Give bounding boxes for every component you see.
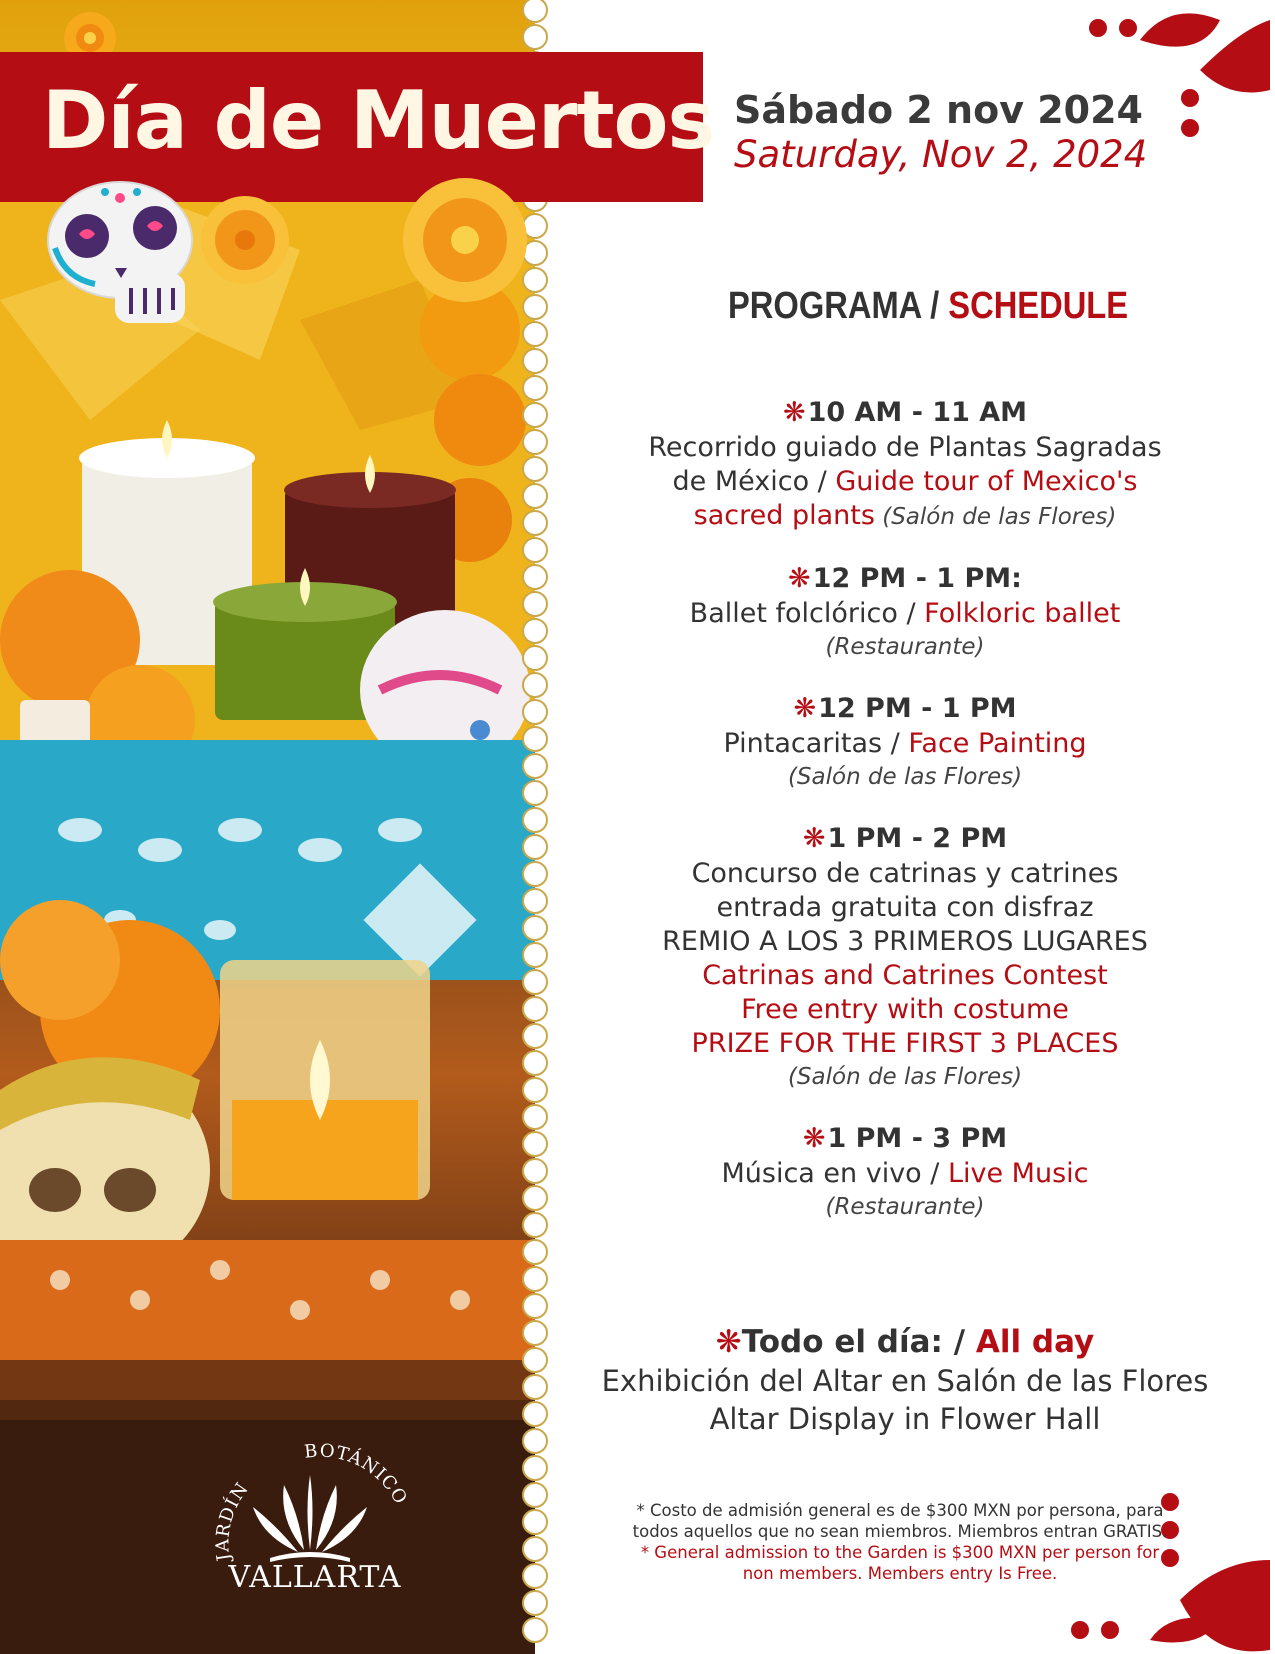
- event-location: (Restaurante): [825, 1194, 985, 1220]
- event-line-en: Face Painting: [908, 728, 1087, 759]
- garden-logo: [200, 1430, 420, 1570]
- all-day-section: [560, 1322, 1250, 1438]
- schedule-heading-es: PROGRAMA: [728, 285, 922, 327]
- logo-name: VALLARTA: [228, 1560, 402, 1595]
- flower-icon: ❋: [802, 1123, 826, 1154]
- event-line-en: PRIZE FOR THE FIRST 3 PLACES: [691, 1028, 1119, 1059]
- event-location: (Salón de las Flores): [874, 504, 1117, 530]
- agave-icon: [253, 1475, 367, 1562]
- schedule-heading-separator: /: [921, 285, 949, 327]
- marigold-icon: [395, 175, 535, 305]
- event-line-en: sacred plants: [693, 500, 875, 531]
- event-item: [560, 395, 1250, 533]
- event-line-es: Recorrido guiado de Plantas Sagradas: [648, 432, 1162, 463]
- event-list: [560, 395, 1250, 1251]
- flower-icon: ❋: [802, 823, 826, 854]
- date-spanish: Sábado 2 nov 2024: [734, 88, 1143, 132]
- event-time: 1 PM - 2 PM: [827, 823, 1008, 854]
- all-day-line-es: Exhibición del Altar en Salón de las Flores: [601, 1364, 1209, 1398]
- event-item: [560, 561, 1250, 663]
- sugar-skull-icon: [45, 178, 205, 328]
- event-item: [560, 1121, 1250, 1223]
- all-day-en: All day: [975, 1324, 1095, 1360]
- schedule-heading-en: SCHEDULE: [948, 285, 1129, 327]
- event-time: 12 PM - 1 PM: [818, 693, 1017, 724]
- event-location: (Salón de las Flores): [787, 764, 1023, 790]
- event-line-en: Folkloric ballet: [924, 598, 1121, 629]
- schedule-heading: [728, 285, 1129, 328]
- flower-icon: ❋: [788, 563, 811, 594]
- note-es-line: * Costo de admisión general es de $300 MXN por persona, para: [636, 1501, 1164, 1520]
- event-line-en: Catrinas and Catrines Contest: [702, 960, 1108, 991]
- flower-icon: ❋: [793, 693, 817, 724]
- svg-text:BOTÁNICO: [303, 1440, 411, 1508]
- event-location: (Restaurante): [825, 634, 985, 660]
- event-line-es: de México /: [672, 466, 836, 497]
- marigold-icon: [195, 190, 295, 290]
- event-time: 10 AM - 11 AM: [807, 397, 1028, 428]
- logo-word-left: JARDÍN: [212, 1478, 254, 1563]
- event-line-en: Guide tour of Mexico's: [835, 466, 1138, 497]
- note-es-line: todos aquellos que no sean miembros. Miembros entran GRATIS.: [632, 1522, 1168, 1541]
- event-line-es: Concurso de catrinas y catrines: [691, 858, 1119, 889]
- event-line-en: Free entry with costume: [741, 994, 1069, 1025]
- flower-icon: ❋: [782, 397, 806, 428]
- page-title: Día de Muertos: [42, 74, 715, 167]
- event-item: [560, 691, 1250, 793]
- event-line-es: entrada gratuita con disfraz: [716, 892, 1094, 923]
- event-time: 1 PM - 3 PM: [827, 1123, 1008, 1154]
- event-line-es: Ballet folclórico /: [689, 598, 925, 629]
- all-day-separator: /: [942, 1324, 976, 1360]
- all-day-es: Todo el día:: [741, 1324, 943, 1360]
- event-time: 12 PM - 1 PM:: [812, 563, 1022, 594]
- event-item: [560, 821, 1250, 1093]
- all-day-line-en: Altar Display in Flower Hall: [709, 1402, 1101, 1436]
- event-location: (Salón de las Flores): [787, 1064, 1023, 1090]
- event-line-es: REMIO A LOS 3 PRIMEROS LUGARES: [662, 926, 1148, 957]
- svg-text:JARDÍN: [212, 1478, 253, 1564]
- admission-note: [600, 1500, 1200, 1584]
- event-line-en: Live Music: [947, 1158, 1089, 1189]
- note-en-line: non members. Members entry Is Free.: [742, 1564, 1058, 1583]
- logo-word-right: BOTÁNICO: [303, 1440, 412, 1509]
- date-english: Saturday, Nov 2, 2024: [734, 133, 1148, 176]
- note-en-line: * General admission to the Garden is $300 MXN per person for: [640, 1543, 1160, 1562]
- event-line-es: Pintacaritas /: [723, 728, 909, 759]
- flower-icon: ❋: [715, 1324, 742, 1360]
- event-line-es: Música en vivo /: [721, 1158, 948, 1189]
